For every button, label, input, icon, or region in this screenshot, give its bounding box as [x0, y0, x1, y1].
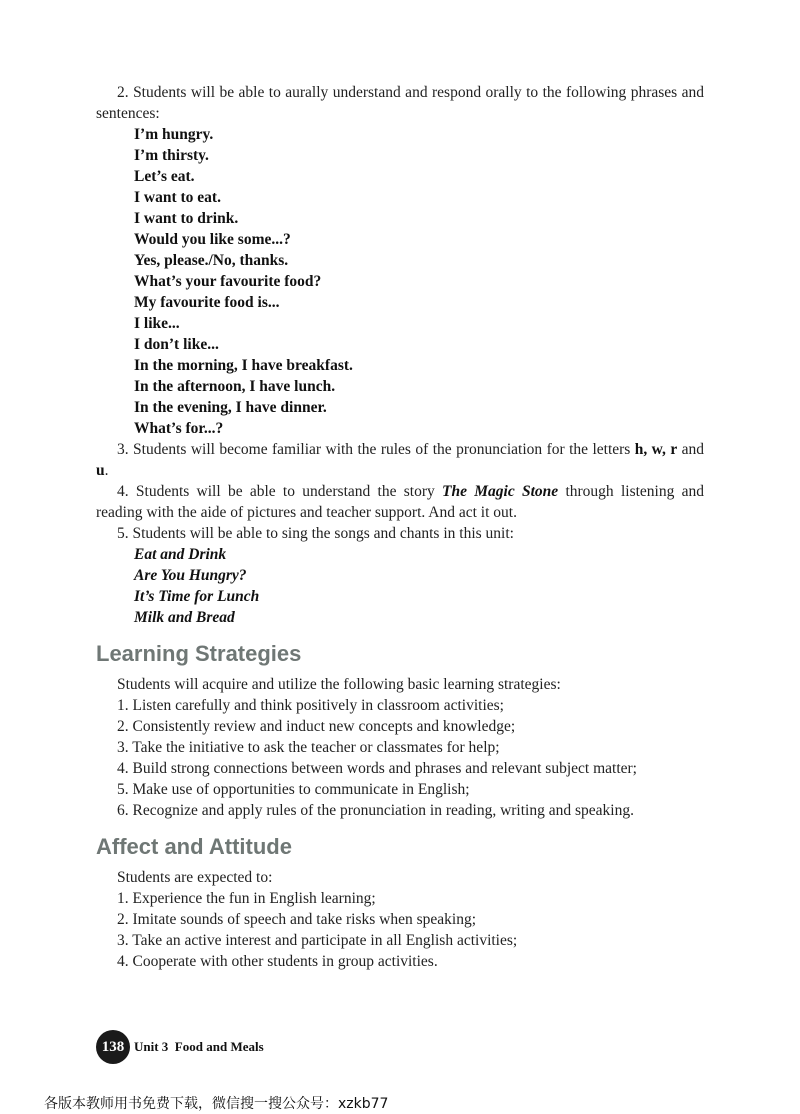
phrase-item: I’m thirsty. — [134, 147, 209, 164]
phrase-item: Yes, please./No, thanks. — [134, 252, 289, 269]
story-title: The Magic Stone — [442, 483, 559, 500]
strategy-item: 1. Listen carefully and think positively in classroom activities; — [117, 697, 504, 714]
phrase-item: I like... — [134, 315, 180, 332]
affect-attitude-intro: Students are expected to: — [117, 869, 273, 886]
objective-3-text: 3. Students will become familiar with the rules of the pronunciation for the letters h, w, r and u. — [96, 441, 705, 479]
page-number-badge: 138 — [96, 1030, 130, 1064]
phrase-item: What’s your favourite food? — [134, 273, 322, 290]
phrase-item: Let’s eat. — [134, 168, 195, 185]
letters-highlight: h, w, r — [634, 441, 678, 458]
phrase-item: I’m hungry. — [134, 126, 214, 143]
learning-strategies-intro: Students will acquire and utilize the following basic learning strategies: — [117, 676, 561, 693]
unit-label: Unit 3 Food and Meals — [134, 1039, 264, 1054]
strategy-item: 3. Take the initiative to ask the teacher or classmates for help; — [117, 739, 500, 756]
page-footer — [96, 1030, 264, 1064]
watermark-text: 各版本教师用书免费下载，微信搜一搜公众号：xzkb77 — [44, 1096, 389, 1112]
objective-2-text: 2. Students will be able to aurally understand and respond orally to the following phrases and sentences: — [96, 84, 704, 122]
phrase-item: I want to eat. — [134, 189, 221, 206]
objective-5-text: 5. Students will be able to sing the songs and chants in this unit: — [117, 525, 514, 542]
strategy-item: 6. Recognize and apply rules of the pronunciation in reading, writing and speaking. — [117, 802, 634, 819]
affect-attitude-list — [117, 888, 517, 972]
phrase-item: In the evening, I have dinner. — [134, 399, 327, 416]
strategy-item: 5. Make use of opportunities to communicate in English; — [117, 781, 470, 798]
phrase-item: I want to drink. — [134, 210, 239, 227]
song-item: Are You Hungry? — [134, 567, 247, 584]
attitude-item: 4. Cooperate with other students in group activities. — [117, 953, 438, 970]
phrase-item: What’s for...? — [134, 420, 224, 437]
phrase-item: I don’t like... — [134, 336, 219, 353]
phrase-item: Would you like some...? — [134, 231, 291, 248]
song-list — [134, 544, 259, 628]
phrase-item: In the afternoon, I have lunch. — [134, 378, 336, 395]
objective-4-text: 4. Students will be able to understand the story The Magic Stone through listening and reading with the aide of pictures and teacher support. And act it out. — [96, 483, 704, 521]
phrase-list — [134, 124, 353, 439]
affect-attitude-heading: Affect and Attitude — [96, 834, 292, 859]
song-item: Eat and Drink — [134, 546, 227, 563]
song-item: Milk and Bread — [134, 609, 235, 626]
phrase-item: My favourite food is... — [134, 294, 280, 311]
learning-strategies-heading: Learning Strategies — [96, 641, 302, 666]
attitude-item: 3. Take an active interest and participate in all English activities; — [117, 932, 518, 949]
strategy-item: 4. Build strong connections between words and phrases and relevant subject matter; — [117, 760, 637, 777]
strategy-item: 2. Consistently review and induct new concepts and knowledge; — [117, 718, 516, 735]
letter-u-highlight: u — [96, 462, 105, 479]
learning-strategies-list — [117, 695, 637, 821]
attitude-item: 2. Imitate sounds of speech and take risks when speaking; — [117, 911, 476, 928]
song-item: It’s Time for Lunch — [134, 588, 260, 605]
attitude-item: 1. Experience the fun in English learning; — [117, 890, 376, 907]
phrase-item: In the morning, I have breakfast. — [134, 357, 353, 374]
